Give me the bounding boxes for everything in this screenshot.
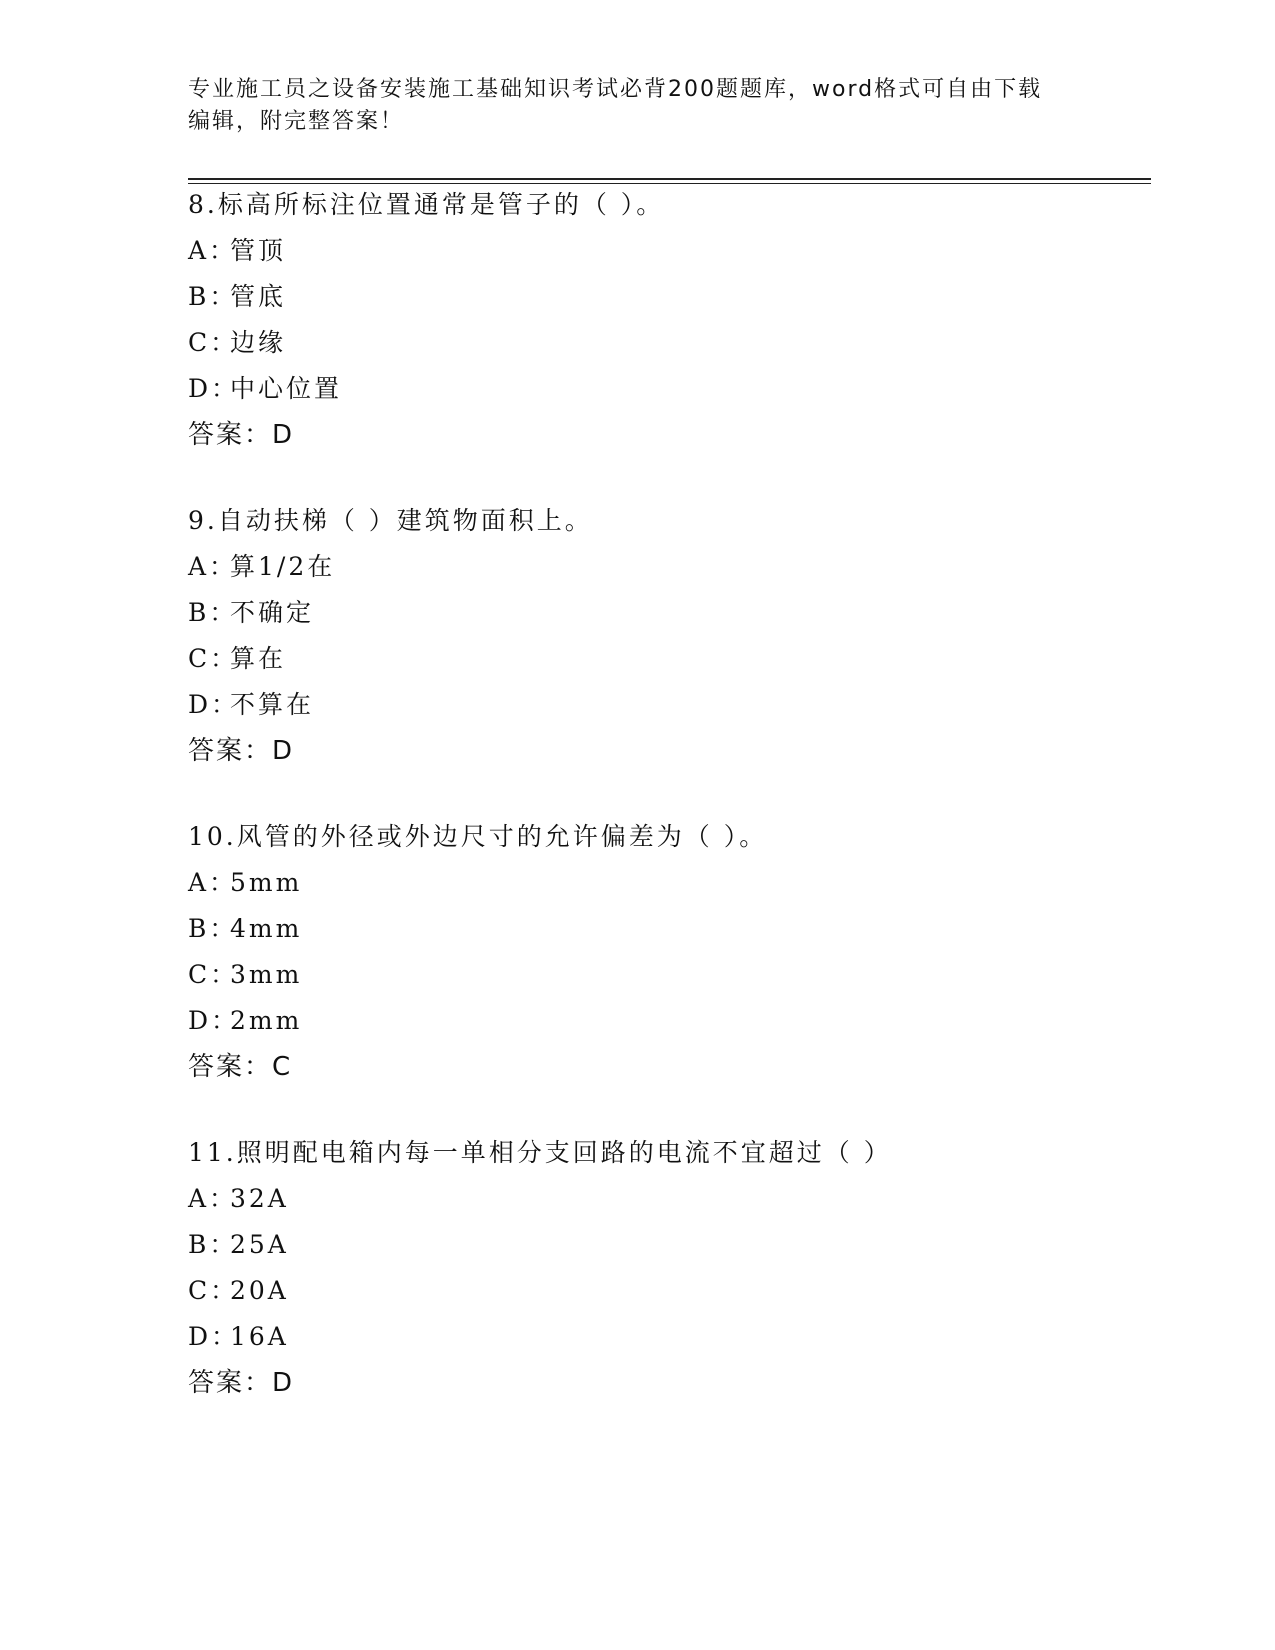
header-line-1: 专业施工员之设备安装施工基础知识考试必背200题题库，word格式可自由下载 [188,77,1043,102]
option-d [188,374,1148,420]
option-key: B： [188,1230,238,1259]
option-text: 25A [230,1230,289,1259]
option-c [188,644,1148,690]
option-text: 3mm [230,960,303,989]
option-b [188,598,1148,644]
option-key: C： [188,960,239,989]
option-key: A： [188,552,238,581]
option-text: 算在 [230,644,287,673]
option-key: C： [188,644,239,673]
header-divider-thin [188,183,1151,184]
question-10 [188,822,1148,1082]
option-text: 管顶 [230,236,287,265]
question-8 [188,190,1148,450]
header-line-2: 编辑，附完整答案！ [188,109,405,134]
option-key: D： [188,374,240,403]
option-text: 16A [230,1322,289,1351]
option-key: A： [188,868,238,897]
answer-line: 答案：D [188,420,295,450]
option-text: 2mm [230,1006,303,1035]
question-stem: 8.标高所标注位置通常是管子的（ ）。 [188,190,665,219]
option-a [188,552,1148,598]
answer-line: 答案：D [188,736,295,766]
option-b [188,914,1148,960]
option-text: 管底 [230,282,287,311]
answer-line: 答案：C [188,1052,293,1082]
option-text: 中心位置 [230,374,343,403]
option-c [188,328,1148,374]
document-header [188,74,1088,138]
option-text: 32A [230,1184,289,1213]
question-stem: 11.照明配电箱内每一单相分支回路的电流不宜超过（ ） [188,1138,892,1167]
question-stem: 10.风管的外径或外边尺寸的允许偏差为（ ）。 [188,822,768,851]
option-d [188,690,1148,736]
option-key: A： [188,1184,238,1213]
option-a [188,868,1148,914]
option-key: C： [188,328,239,357]
question-11 [188,1138,1148,1398]
option-key: A： [188,236,238,265]
option-text: 5mm [230,868,303,897]
option-text: 4mm [230,914,303,943]
option-c [188,960,1148,1006]
option-b [188,282,1148,328]
option-text: 20A [230,1276,289,1305]
option-d [188,1006,1148,1052]
option-a [188,1184,1148,1230]
option-text: 边缘 [230,328,287,357]
option-key: D： [188,1322,240,1351]
option-b [188,1230,1148,1276]
header-divider-thick [188,178,1151,180]
question-9 [188,506,1148,766]
option-key: C： [188,1276,239,1305]
option-c [188,1276,1148,1322]
option-text: 不确定 [230,598,315,627]
option-text: 不算在 [230,690,315,719]
option-key: B： [188,282,238,311]
question-stem: 9.自动扶梯（ ）建筑物面积上。 [188,506,593,535]
option-key: B： [188,914,238,943]
option-key: D： [188,690,240,719]
option-key: B： [188,598,238,627]
answer-line: 答案：D [188,1368,295,1398]
option-key: D： [188,1006,240,1035]
option-text: 算1/2在 [230,552,336,581]
option-d [188,1322,1148,1368]
option-a [188,236,1148,282]
